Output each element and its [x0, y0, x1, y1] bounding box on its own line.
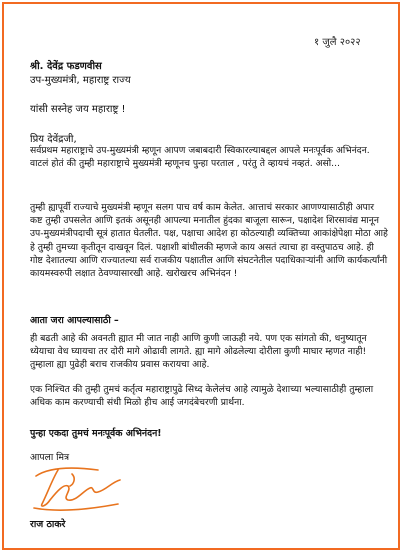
- closing-line: पुन्हा एकदा तुमचं मनःपूर्वक अभिनंदन!: [30, 428, 162, 439]
- recipient-name: श्री. देवेंद्र फडणवीस: [30, 61, 102, 72]
- section-heading: आता जरा आपल्यासाठी –: [30, 315, 119, 326]
- signer-name: राज ठाकरे: [30, 519, 66, 530]
- letter-date: १ जुलै २०२२: [314, 37, 361, 48]
- greeting: यांसी सस्नेह जय महाराष्ट्र !: [30, 104, 126, 115]
- handwritten-signature: [28, 464, 128, 514]
- paragraph-3: ही बढती आहे की अवनती ह्यात मी जात नाही आणि कुणी जाऊही नये. पण एक सांगतो की, धनुष्यातून ध्येयाचा वेध घ्यायचा तर दोरी मागे ओढावी लागते. ह्या मागे ओढलेल्या दोरीला कुणी माघार म्हणत नाही! तुम्हाला ह्या पुढेही बराच राजकीय प्रवास करायचा आहे.: [30, 333, 367, 371]
- sign-off-label: आपला मित्र: [30, 452, 70, 463]
- paragraph-4: एक निश्चित की तुम्ही तुमचं कर्तृत्व महाराष्ट्रापुढे सिध्द केलेलंच आहे त्यामुळे देशाच्या भल्यासाठीही तुम्हाला अधिक काम करण्याची संधी मिळो हीच आई जगदंबेचरणी प्रार्थना.: [30, 384, 374, 409]
- paragraph-1: सर्वप्रथम महाराष्ट्राचे उप-मुख्यमंत्री म्हणून आपण जबाबदारी स्विकारल्याबद्दल आपले मनःपूर्वक अभिनंदन. वाटलं होतं की तुम्ही महाराष्ट्राचे मुख्यमंत्री म्हणूनच पुन्हा परताल , परंतु ते व्हायचं नव्हतं. असो...: [30, 145, 370, 170]
- letter-frame: [2, 2, 400, 550]
- paragraph-2: तुम्ही ह्यापूर्वी राज्याचे मुख्यमंत्री म्हणून सलग पाच वर्ष काम केलेत. आत्ताचं सरकार आणण्यासाठीही अपार कष्ट तुम्ही उपसलेत आणि इतकं असूनही आपल्या मनातील हुंदका बाजूला सारून, पक्षादेश शिरसावंद्य मानून उप-मुख्यमंत्रीपदाची सूत्रं हातात घेतलीत. पक्ष, पक्षाचा आदेश हा कोठल्याही व्यक्तिच्या आकांक्षेपेक्षा मोठा आहे हे तुम्ही तुमच्या कृतीतून दाखवून दिलं. पक्षाशी बांधीलकी म्हणजे काय असतं त्याचा हा वस्तुपाठच आहे. ही गोष्ट देशातल्या आणि राज्यातल्या सर्व राजकीय पक्षातील आणि संघटनेतील पदाधिकाऱ्यांनी आणि कार्यकर्त्यांनी कायमस्वरुपी लक्षात ठेवण्यासारखी आहे. खरोखरच अभिनंदन !: [30, 202, 388, 280]
- salutation: प्रिय देवेंद्रजी,: [30, 134, 77, 145]
- recipient-title: उप-मुख्यमंत्री, महाराष्ट्र राज्य: [30, 75, 131, 86]
